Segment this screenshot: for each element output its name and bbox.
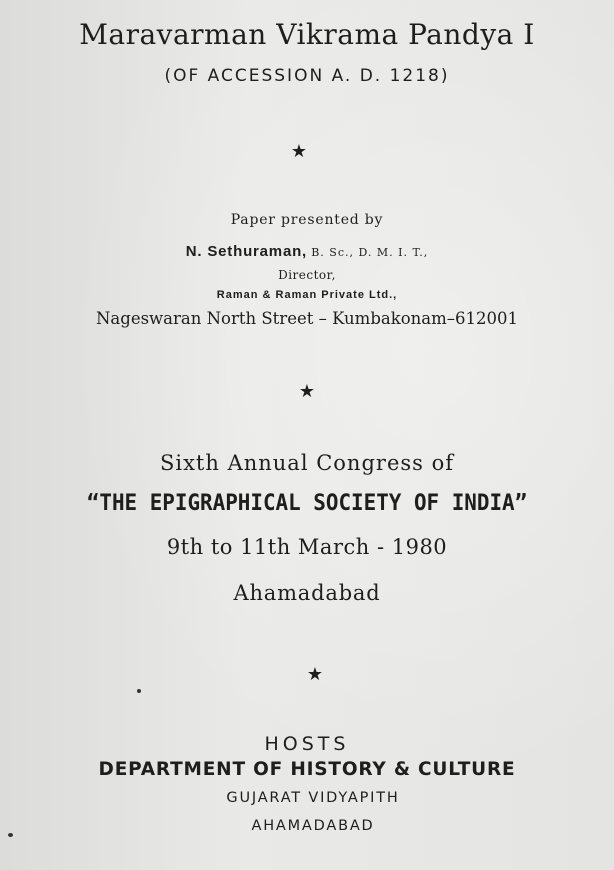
presenter-name: N. Sethuraman,: [185, 243, 308, 260]
paper-title: Maravarman Vikrama Pandya I: [79, 18, 535, 51]
presenter-company: Raman & Raman Private Ltd.,: [216, 289, 398, 301]
society-name: “THE EPIGRAPHICAL SOCIETY OF INDIA”: [86, 491, 528, 516]
presented-by-label: Paper presented by: [230, 212, 384, 228]
host-place: AHAMADABAD: [251, 818, 375, 834]
event-city: Ahamadabad: [233, 581, 381, 605]
presenter-qualifications: B. Sc., D. M. I. T.,: [311, 246, 429, 259]
star-separator-icon: ★: [306, 664, 324, 685]
paper-subtitle: (OF ACCESSION A. D. 1218): [164, 66, 450, 86]
congress-title: Sixth Annual Congress of: [159, 451, 455, 475]
star-separator-icon: ★: [298, 381, 316, 402]
host-institution: GUJARAT VIDYAPITH: [226, 790, 400, 806]
presenter-role: Director,: [278, 268, 336, 282]
event-dates: 9th to 11th March - 1980: [166, 535, 448, 559]
hosts-heading: HOSTS: [264, 733, 350, 755]
ink-speck: [137, 689, 141, 693]
star-separator-icon: ★: [290, 141, 308, 162]
ink-speck: [8, 833, 13, 837]
host-department: DEPARTMENT OF HISTORY & CULTURE: [98, 759, 516, 780]
presenter-line: [0, 243, 614, 260]
presenter-address: Nageswaran North Street – Kumbakonam–612001: [95, 309, 519, 328]
